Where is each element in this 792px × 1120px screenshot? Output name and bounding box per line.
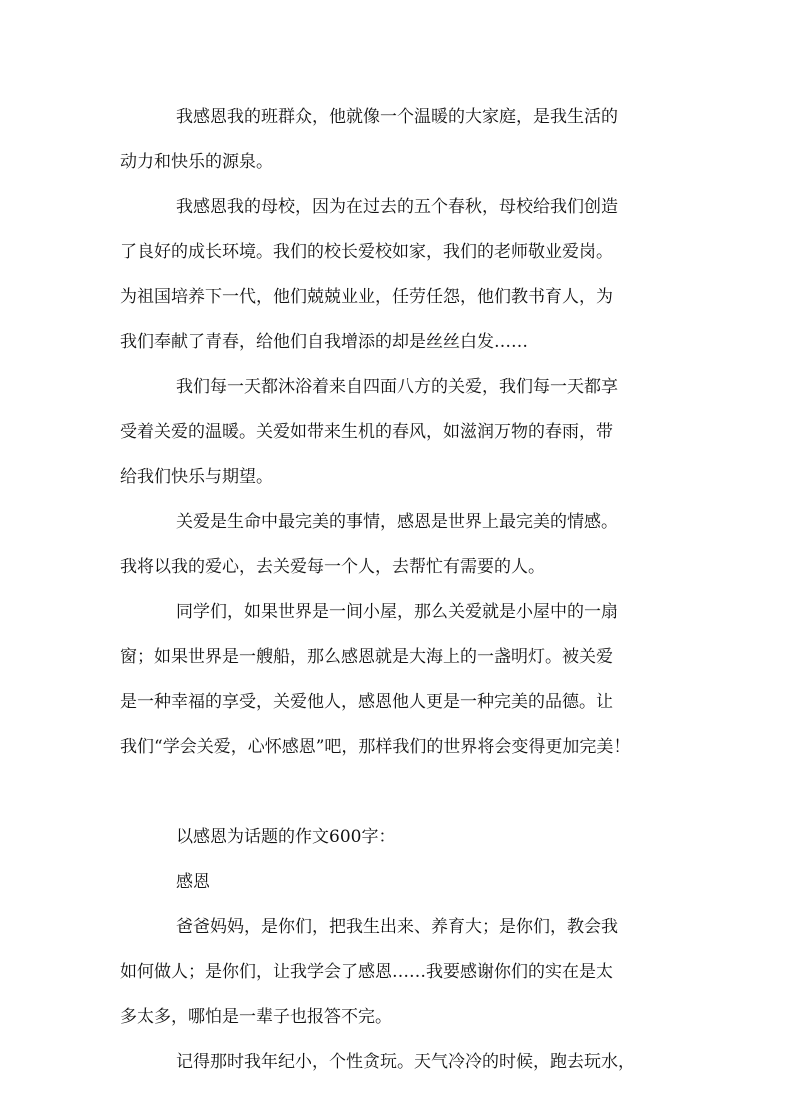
text-line: 我将以我的爱心，去关爱每一个人，去帮忙有需要的人。: [120, 557, 545, 577]
text-line: 受着关爱的温暖。关爱如带来生机的春风，如滋润万物的春雨，带: [120, 422, 613, 442]
text-line: 我们奉献了青春，给他们自我增添的却是丝丝白发……: [120, 332, 528, 352]
text-line: 如何做人；是你们，让我学会了感恩……我要感谢你们的实在是太: [120, 962, 613, 982]
text-line: 给我们快乐与期望。: [120, 467, 273, 487]
text-line: 记得那时我年纪小，个性贪玩。天气冷冷的时候，跑去玩水，: [176, 1052, 635, 1072]
text-line: 我们“学会关爱，心怀感恩”吧，那样我们的世界将会变得更加完美！: [120, 737, 631, 757]
text-line: 动力和快乐的源泉。: [120, 152, 273, 172]
text-line: 是一种幸福的享受，关爱他人，感恩他人更是一种完美的品德。让: [120, 692, 613, 712]
text-line: 关爱是生命中最完美的事情，感恩是世界上最完美的情感。: [176, 512, 618, 532]
text-line: 窗；如果世界是一艘船，那么感恩就是大海上的一盏明灯。被关爱: [120, 647, 613, 667]
text-line: 同学们，如果世界是一间小屋，那么关爱就是小屋中的一扇: [176, 602, 618, 622]
text-line: 我感恩我的母校，因为在过去的五个春秋，母校给我们创造: [176, 197, 618, 217]
text-line: 我感恩我的班群众，他就像一个温暖的大家庭，是我生活的: [176, 107, 618, 127]
essay-title: 感恩: [176, 872, 210, 892]
text-line: 爸爸妈妈，是你们，把我生出来、养育大；是你们，教会我: [176, 917, 618, 937]
section-heading: 以感恩为话题的作文600字：: [176, 827, 396, 847]
text-line: 我们每一天都沐浴着来自四面八方的关爱，我们每一天都享: [176, 377, 618, 397]
text-line: 多太多，哪怕是一辈子也报答不完。: [120, 1007, 392, 1027]
text-line: 了良好的成长环境。我们的校长爱校如家，我们的老师敬业爱岗。: [120, 242, 613, 262]
text-line: 为祖国培养下一代，他们兢兢业业，任劳任怨，他们教书育人，为: [120, 287, 613, 307]
